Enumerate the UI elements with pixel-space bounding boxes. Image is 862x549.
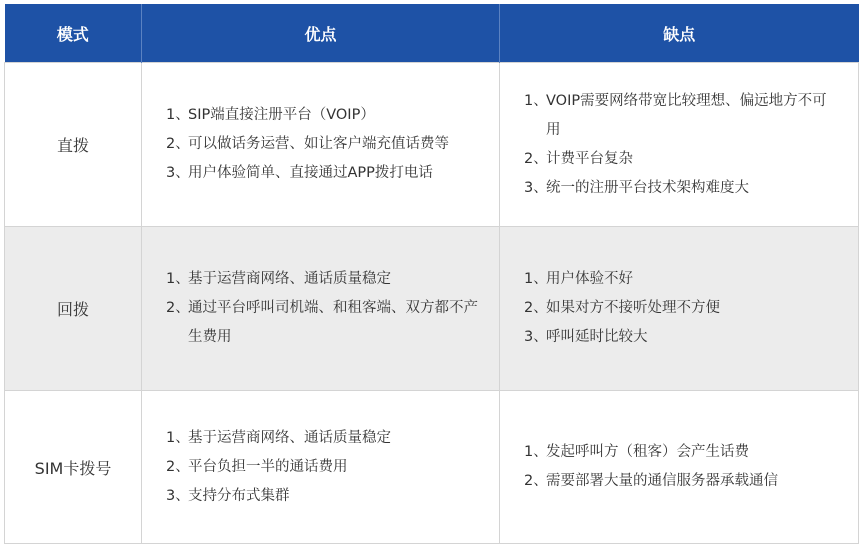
item-number: 3、: [524, 329, 548, 345]
item-text: 基于运营商网络、通话质量稳定: [188, 271, 391, 287]
item-number: 1、: [524, 271, 548, 287]
pros-list: [142, 265, 499, 352]
cons-cell: [500, 391, 859, 544]
mode-cell: 直拨: [5, 63, 142, 227]
list-item: [524, 265, 840, 294]
list-item: [524, 145, 840, 174]
pros-list: [142, 101, 499, 188]
item-text: 如果对方不接听处理不方便: [546, 300, 720, 316]
item-number: 2、: [524, 150, 548, 167]
table-row: [5, 391, 859, 544]
cons-list: [500, 438, 858, 496]
pros-list: [142, 424, 499, 511]
item-text: 呼叫延时比较大: [546, 329, 648, 345]
comparison-table: [4, 4, 859, 544]
list-item: [166, 424, 481, 453]
item-number: 3、: [166, 487, 190, 504]
list-item: [166, 294, 481, 352]
mode-cell: SIM卡拨号: [5, 391, 142, 544]
cons-list: [500, 87, 858, 203]
item-text: 通过平台呼叫司机端、和租客端、双方都不产生费用: [188, 300, 478, 345]
item-number: 3、: [524, 179, 548, 196]
mode-cell: 回拨: [5, 227, 142, 391]
table-row: [5, 63, 859, 227]
item-number: 1、: [166, 429, 190, 446]
header-row: [5, 4, 859, 63]
item-number: 3、: [166, 165, 190, 181]
list-item: [524, 467, 840, 496]
header-mode: 模式: [5, 4, 142, 63]
item-text: SIP端直接注册平台（VOIP）: [188, 107, 375, 123]
list-item: [166, 482, 481, 511]
item-text: 可以做话务运营、如让客户端充值话费等: [188, 136, 449, 152]
item-text: 计费平台复杂: [546, 150, 633, 167]
item-text: 基于运营商网络、通话质量稳定: [188, 429, 391, 446]
cons-cell: [500, 227, 859, 391]
list-item: [166, 130, 481, 159]
cons-cell: [500, 63, 859, 227]
item-text: VOIP需要网络带宽比较理想、偏远地方不可用: [546, 92, 827, 138]
item-text: 支持分布式集群: [188, 487, 290, 504]
item-number: 1、: [524, 92, 548, 109]
list-item: [524, 87, 840, 145]
item-text: 需要部署大量的通信服务器承载通信: [546, 473, 778, 489]
item-text: 用户体验简单、直接通过APP拨打电话: [188, 165, 433, 181]
item-text: 用户体验不好: [546, 271, 633, 287]
list-item: [166, 101, 481, 130]
header-pros: 优点: [142, 4, 500, 63]
item-number: 1、: [166, 107, 190, 123]
pros-cell: [142, 227, 500, 391]
item-number: 1、: [524, 444, 548, 460]
item-number: 2、: [166, 458, 190, 475]
list-item: [166, 453, 481, 482]
comparison-table-wrapper: [4, 4, 858, 544]
item-number: 1、: [166, 271, 190, 287]
list-item: [166, 159, 481, 188]
item-number: 2、: [524, 473, 548, 489]
item-text: 统一的注册平台技术架构难度大: [546, 179, 749, 196]
item-number: 2、: [166, 136, 190, 152]
item-number: 2、: [166, 300, 190, 316]
pros-cell: [142, 391, 500, 544]
list-item: [524, 323, 840, 352]
list-item: [166, 265, 481, 294]
table-row: [5, 227, 859, 391]
list-item: [524, 438, 840, 467]
list-item: [524, 294, 840, 323]
item-number: 2、: [524, 300, 548, 316]
list-item: [524, 174, 840, 203]
item-text: 发起呼叫方（租客）会产生话费: [546, 444, 749, 460]
item-text: 平台负担一半的通话费用: [188, 458, 348, 475]
header-cons: 缺点: [500, 4, 859, 63]
cons-list: [500, 265, 858, 352]
pros-cell: [142, 63, 500, 227]
